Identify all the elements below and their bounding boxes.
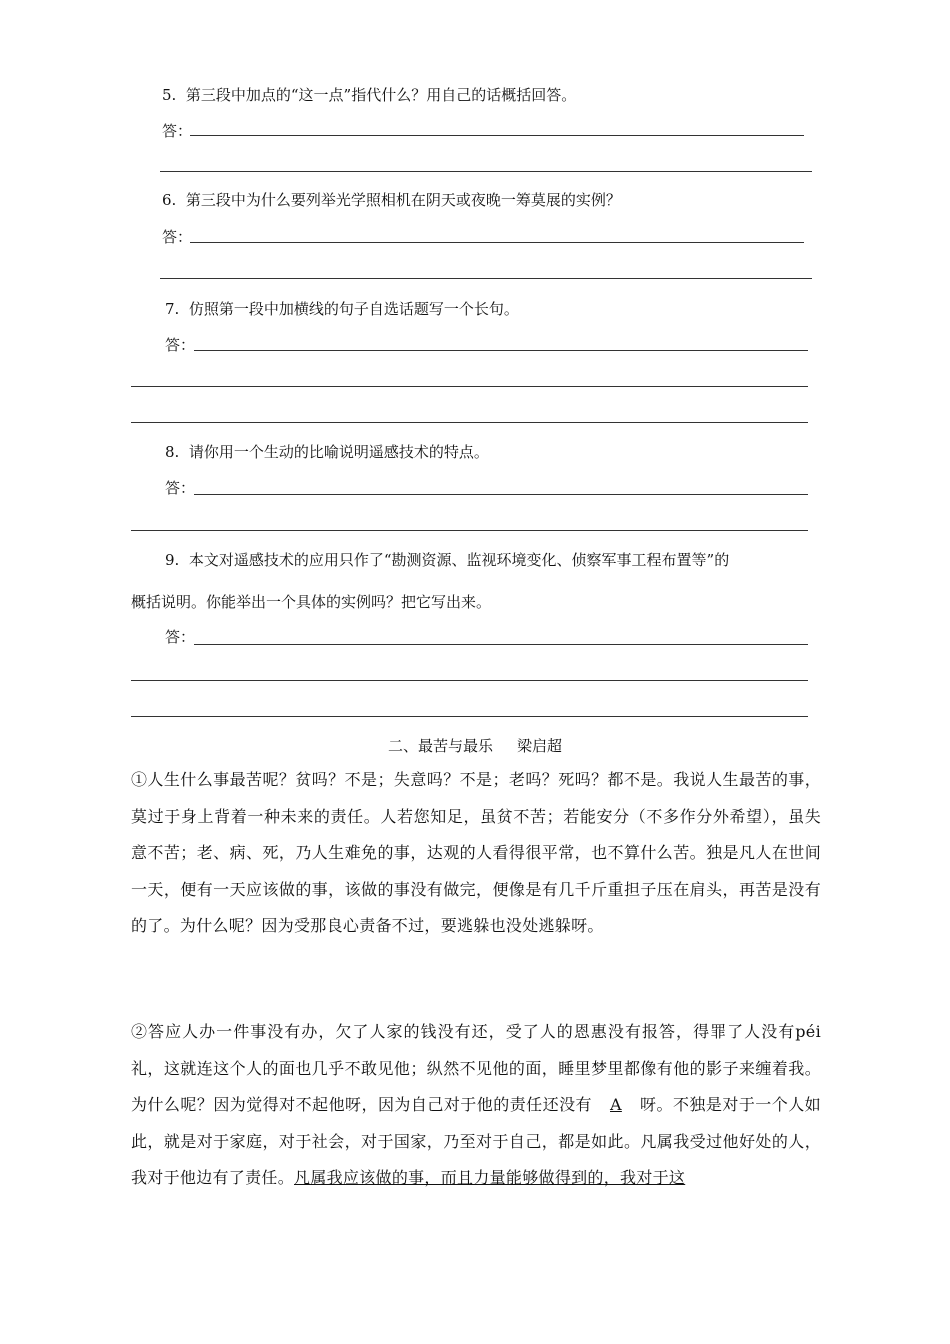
question-number: 5. xyxy=(162,86,177,104)
answer-line[interactable] xyxy=(194,494,808,495)
paragraph-2-text-continued: 呀。不独是对于一个人如此，就是对于家庭，对于社会，对于国家，乃至对于自己，都是如此。凡属我受过他好处的人，我对于他边有了责任。 xyxy=(131,1095,821,1187)
underlined-sentence: 凡属我应该做的事，而且力量能够做得到的，我对于这 xyxy=(294,1168,686,1187)
question-text: 第三段中加点的“这一点”指代什么？用自己的话概括回答。 xyxy=(185,86,577,104)
paragraph-1: ①人生什么事最苦呢？贫吗？不是；失意吗？不是；老吗？死吗？都不是。我说人生最苦的事，莫过于身上背着一种未来的责任。人若您知足，虽贫不苦；若能安分（不多作分外希望），虽失意不苦；老、病、死，乃人生难免的事，达观的人看得很平常，也不算什么苦。独是凡人在世间一天，便有一天应该做的事，该做的事没有做完，便像是有几千斤重担子压在肩头，再苦是没有的了。为什么呢？因为受那良心责备不过，要逃躲也没处逃躲呀。 xyxy=(131,770,821,935)
question-9 xyxy=(165,550,729,570)
answer-label: 答： xyxy=(162,122,193,140)
answer-label: 答： xyxy=(162,228,193,246)
answer-line[interactable] xyxy=(131,422,808,423)
question-9-continued xyxy=(131,592,491,612)
question-text-line1: 本文对遥感技术的应用只作了“勘测资源、监视环境变化、侦察军事工程布置等”的 xyxy=(188,551,730,569)
question-number: 6. xyxy=(162,191,177,209)
question-5 xyxy=(162,85,576,105)
question-8 xyxy=(165,442,489,462)
fill-in-blank-a[interactable]: A xyxy=(610,1095,622,1114)
section-author: 梁启超 xyxy=(517,737,563,755)
question-number: 7. xyxy=(165,300,180,318)
answer-line[interactable] xyxy=(194,350,808,351)
question-text-line2: 概括说明。你能举出一个具体的实例吗？把它写出来。 xyxy=(131,593,492,611)
answer-label: 答： xyxy=(165,479,196,497)
answer-line[interactable] xyxy=(160,278,812,279)
answer-line[interactable] xyxy=(160,171,812,172)
answer-line[interactable] xyxy=(131,530,808,531)
answer-label: 答： xyxy=(165,628,196,646)
answer-line[interactable] xyxy=(194,644,808,645)
question-text: 第三段中为什么要列举光学照相机在阴天或夜晚一筹莫展的实例？ xyxy=(185,191,621,209)
answer-label: 答： xyxy=(165,336,196,354)
answer-line[interactable] xyxy=(131,680,808,681)
question-text: 请你用一个生动的比喻说明遥感技术的特点。 xyxy=(188,443,489,461)
question-6 xyxy=(162,190,621,210)
answer-line[interactable] xyxy=(190,135,804,136)
answer-line[interactable] xyxy=(190,242,804,243)
question-number: 9. xyxy=(165,551,180,569)
question-number: 8. xyxy=(165,443,180,461)
question-7 xyxy=(165,299,519,319)
answer-line[interactable] xyxy=(131,716,808,717)
paragraph-2-text: ②答应人办一件事没有办，欠了人家的钱没有还，受了人的恩惠没有报答，得罪了人没有péi礼，这就连这个人的面也几乎不敢见他；纵然不见他的面，睡里梦里都像有他的影子来缠着我。为什么呢？因为觉得对不起他呀，因为自己对于他的责任还没有 xyxy=(131,1022,821,1114)
answer-line[interactable] xyxy=(131,386,808,387)
section-heading: 二、最苦与最乐 xyxy=(387,737,493,755)
section-title xyxy=(0,735,950,756)
paragraph-2 xyxy=(131,1014,821,1197)
question-text: 仿照第一段中加横线的句子自选话题写一个长句。 xyxy=(188,300,519,318)
